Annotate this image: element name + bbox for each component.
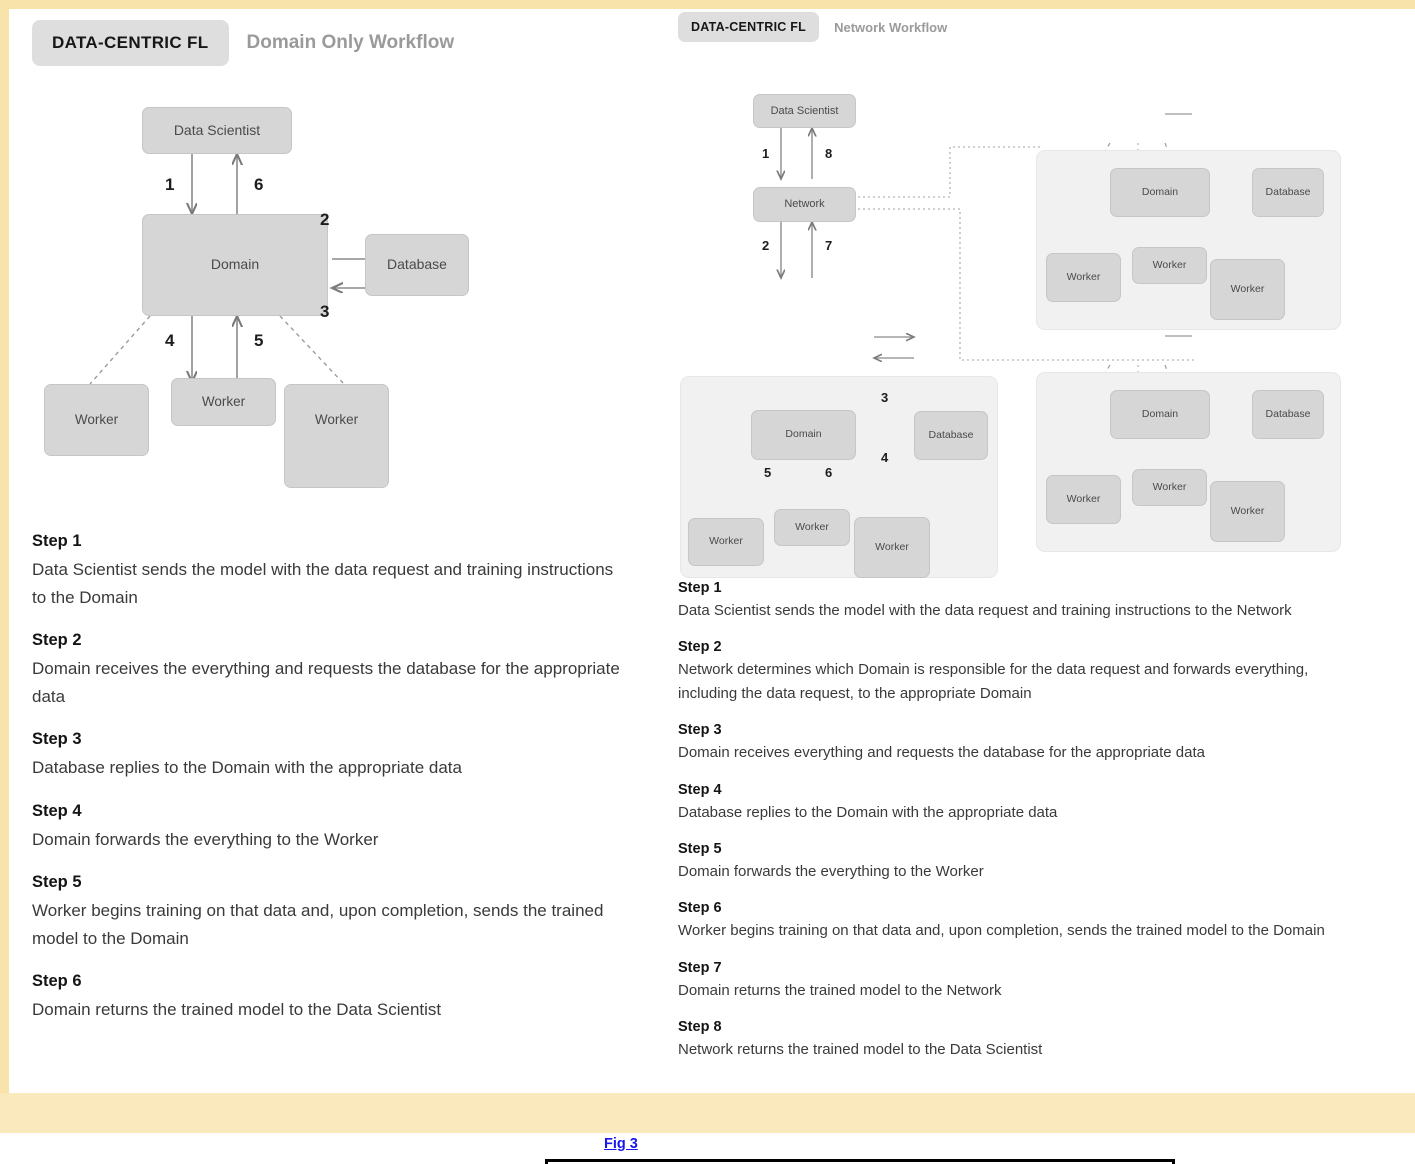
left-panel-subtitle: Domain Only Workflow — [246, 32, 455, 53]
step-item — [678, 639, 1343, 705]
node-worker-3 — [284, 384, 389, 488]
node-database — [365, 234, 469, 296]
node-domain — [142, 214, 328, 316]
node-worker-2 — [774, 509, 850, 546]
step-body: Domain receives everything and requests the database for the appropriate data — [678, 744, 1205, 762]
arrow-label-4: 4 — [881, 450, 889, 465]
node-label: Domain — [1141, 185, 1179, 198]
node-label: Data Scientist — [173, 121, 261, 138]
step-body: Database replies to the Domain with the appropriate data — [32, 758, 462, 778]
arrow-label-7: 7 — [825, 238, 833, 253]
node-data-scientist — [753, 94, 856, 128]
node-label: Worker — [201, 393, 246, 409]
step-title: Step 1 — [678, 580, 722, 596]
node-label: Data Scientist — [770, 104, 839, 117]
domain-only-workflow-panel — [32, 20, 652, 1044]
step-title: Step 6 — [32, 972, 82, 991]
left-panel-header — [32, 20, 652, 66]
step-title: Step 2 — [678, 639, 722, 656]
figure-caption-link[interactable]: Fig 3 — [604, 1136, 638, 1152]
node-label: Worker — [1066, 270, 1101, 283]
highlight-band — [0, 1093, 1415, 1133]
step-body: Database replies to the Domain with the appropriate data — [678, 803, 1058, 821]
right-panel-subtitle: Network Workflow — [834, 19, 948, 35]
arrow-label-8: 8 — [825, 146, 833, 161]
step-item — [678, 580, 1343, 622]
step-title: Step 8 — [678, 1019, 722, 1036]
arrow-label-3: 3 — [881, 390, 889, 405]
step-title: Step 1 — [32, 532, 82, 550]
step-item — [678, 841, 1343, 883]
step-title: Step 5 — [678, 840, 722, 857]
node-worker-3 — [1210, 259, 1285, 320]
step-item — [32, 730, 622, 782]
node-label: Database — [928, 428, 974, 441]
domain-only-diagram — [32, 92, 652, 532]
arrow-label-5: 5 — [254, 331, 264, 350]
node-worker-2 — [1132, 469, 1207, 506]
step-body: Data Scientist sends the model with the data request and training instructions to the Domain — [32, 560, 614, 607]
node-worker-2 — [1132, 247, 1207, 284]
step-item — [678, 782, 1343, 824]
step-title: Step 3 — [32, 730, 82, 749]
node-label: Network — [784, 198, 825, 211]
step-item — [678, 900, 1343, 942]
step-body: Worker begins training on that data and, upon completion, sends the trained model to the Domain — [678, 922, 1325, 940]
step-title: Step 4 — [32, 801, 82, 820]
node-database — [914, 411, 988, 460]
right-chip-badge: DATA-CENTRIC FL — [678, 12, 819, 42]
node-label: Worker — [1152, 258, 1187, 271]
step-title: Step 5 — [32, 873, 82, 892]
left-chip-badge: DATA-CENTRIC FL — [32, 20, 229, 66]
arrow-label-6: 6 — [825, 465, 833, 480]
step-item — [32, 873, 622, 952]
node-label: Database — [387, 256, 447, 273]
node-label: Worker — [1230, 282, 1265, 295]
node-label: Database — [1265, 407, 1311, 420]
step-body: Domain receives the everything and requests the database for the appropriate data — [32, 659, 620, 706]
node-label: Domain — [1141, 407, 1179, 420]
right-panel-header — [678, 12, 1378, 42]
step-body: Domain forwards the everything to the Worker — [32, 829, 379, 849]
arrow-label-2: 2 — [320, 210, 330, 229]
node-worker-3 — [854, 517, 930, 578]
step-item — [678, 960, 1343, 1002]
step-item — [678, 722, 1343, 764]
bottom-content-box — [545, 1159, 1175, 1164]
node-label: Database — [1265, 185, 1311, 198]
node-label: Domain — [785, 428, 822, 441]
node-domain — [751, 410, 856, 460]
node-label: Worker — [709, 535, 743, 548]
step-item — [32, 972, 622, 1024]
node-data-scientist — [142, 107, 292, 154]
step-item — [32, 631, 622, 710]
network-steps-list — [678, 580, 1343, 1062]
step-title: Step 6 — [678, 900, 722, 917]
step-body: Worker begins training on that data and, upon completion, sends the trained model to the Domain — [32, 901, 604, 948]
node-label: Worker — [1066, 492, 1101, 505]
network-workflow-panel — [678, 12, 1378, 1079]
arrow-label-1: 1 — [762, 146, 770, 161]
node-label: Worker — [314, 412, 359, 427]
node-label: Domain — [210, 256, 260, 273]
arrow-label-6: 6 — [254, 175, 264, 194]
step-title: Step 7 — [678, 959, 722, 976]
step-item — [678, 1019, 1343, 1061]
node-domain — [1110, 168, 1210, 217]
node-database — [1252, 168, 1324, 217]
node-worker-1 — [1046, 475, 1121, 524]
arrow-label-4: 4 — [165, 331, 175, 350]
arrow-label-1: 1 — [165, 175, 175, 194]
step-item — [32, 802, 622, 854]
node-label: Worker — [795, 520, 829, 533]
node-label: Worker — [1152, 480, 1187, 493]
step-body: Network determines which Domain is responsible for the data request and forwards everything, including the data request, to the appropriate Domain — [678, 661, 1309, 702]
step-body: Domain forwards the everything to the Worker — [678, 862, 984, 880]
step-title: Step 4 — [678, 781, 722, 798]
node-network — [753, 187, 856, 222]
step-body: Network returns the trained model to the Data Scientist — [678, 1041, 1043, 1059]
node-worker-3 — [1210, 481, 1285, 542]
node-label: Worker — [74, 411, 119, 427]
node-worker-1 — [44, 384, 149, 456]
step-body: Domain returns the trained model to the Network — [678, 981, 1002, 999]
node-label: Worker — [1230, 504, 1265, 517]
arrow-label-2: 2 — [762, 238, 770, 253]
network-diagram — [678, 70, 1378, 553]
domain-only-steps-list — [32, 532, 622, 1024]
node-database — [1252, 390, 1324, 439]
arrow-label-3: 3 — [320, 302, 330, 321]
step-item — [32, 532, 622, 611]
node-worker-2 — [171, 378, 276, 426]
step-body: Data Scientist sends the model with the data request and training instructions to the Network — [678, 602, 1292, 619]
step-title: Step 3 — [678, 722, 722, 739]
arrow-label-5: 5 — [764, 465, 772, 480]
node-label: Worker — [875, 540, 909, 553]
node-worker-1 — [688, 518, 764, 566]
node-worker-1 — [1046, 253, 1121, 302]
step-body: Domain returns the trained model to the Data Scientist — [32, 1000, 442, 1020]
node-domain — [1110, 390, 1210, 439]
step-title: Step 2 — [32, 631, 82, 650]
